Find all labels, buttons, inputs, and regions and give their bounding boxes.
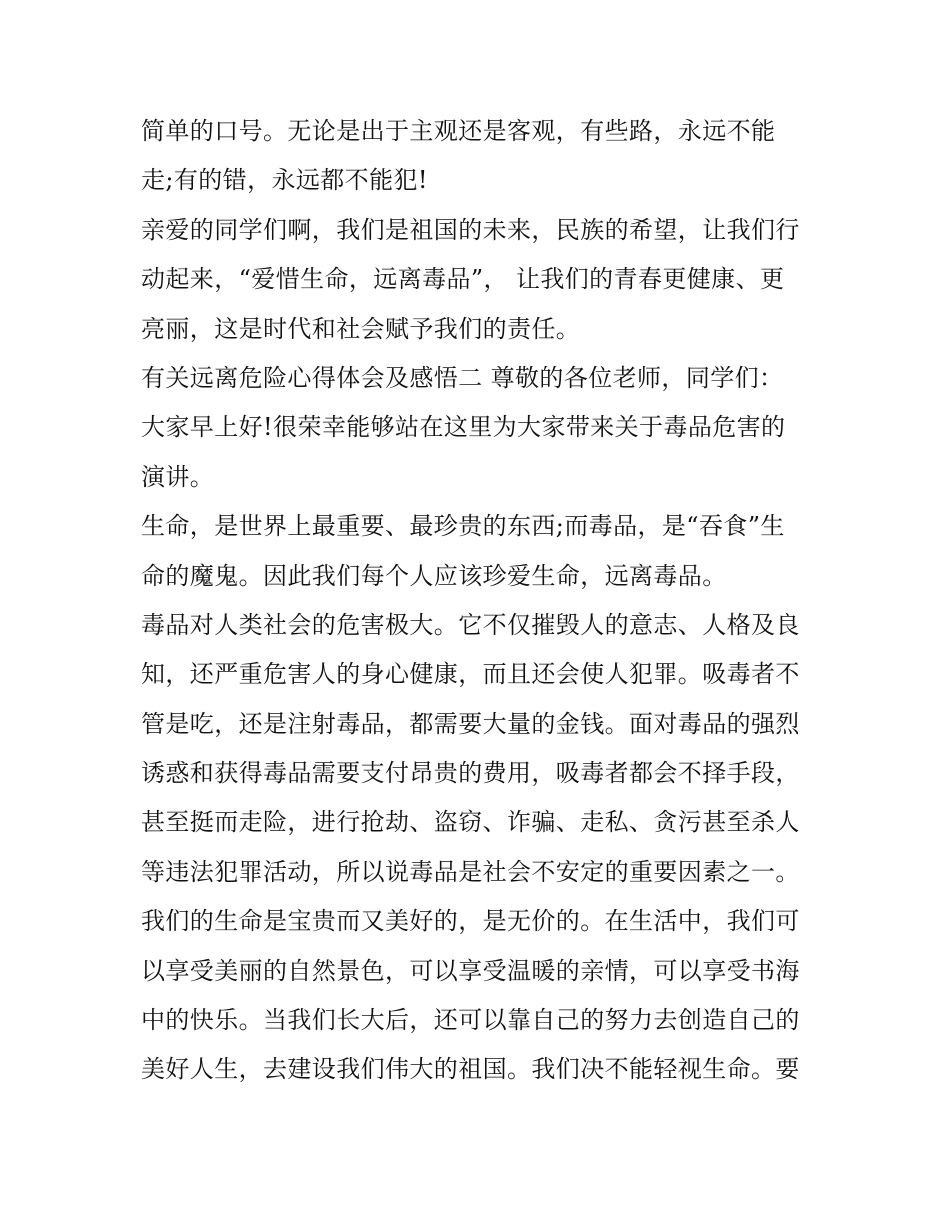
text-line: 亲爱的同学们啊，我们是祖国的未来，民族的希望，让我们行: [141, 215, 800, 244]
text-line: 毒品对人类社会的危害极大。它不仅摧毁人的意志、人格及良: [141, 610, 800, 639]
text-line: 诱惑和获得毒品需要支付昂贵的费用，吸毒者都会不择手段，: [141, 759, 800, 788]
text-line: 动起来，“爱惜生命，远离毒品”， 让我们的青春更健康、更: [141, 265, 785, 294]
text-line: 甚至挺而走险，进行抢劫、盗窃、诈骗、走私、贪污甚至杀人: [141, 808, 800, 837]
document-body: [141, 107, 821, 1095]
text-line: 等违法犯罪活动，所以说毒品是社会不安定的重要因素之一。: [141, 857, 800, 886]
text-line: 知，还严重危害人的身心健康，而且还会使人犯罪。吸毒者不: [141, 660, 800, 689]
text-line: 中的快乐。当我们长大后，还可以靠自己的努力去创造自己的: [141, 1006, 800, 1035]
text-line: 我们的生命是宝贵而又美好的，是无价的。在生活中，我们可: [141, 907, 800, 936]
text-line: 命的魔鬼。因此我们每个人应该珍爱生命，远离毒品。: [141, 561, 727, 590]
text-line: 走;有的错，永远都不能犯!: [141, 166, 428, 195]
text-line: 简单的口号。无论是出于主观还是客观，有些路，永远不能: [141, 117, 776, 145]
text-line: 有关远离危险心得体会及感悟二 尊敬的各位老师，同学们：: [141, 363, 784, 392]
text-line: 以享受美丽的自然景色，可以享受温暖的亲情，可以享受书海: [141, 956, 800, 985]
text-line: 生命，是世界上最重要、最珍贵的东西;而毒品，是“吞食”生: [141, 512, 785, 541]
text-line: 大家早上好!很荣幸能够站在这里为大家带来关于毒品危害的: [141, 413, 786, 442]
text-line: 演讲。: [141, 462, 215, 491]
text-line: 亮丽，这是时代和社会赋予我们的责任。: [141, 314, 581, 343]
text-line: 美好人生，去建设我们伟大的祖国。我们决不能轻视生命。要: [141, 1055, 800, 1084]
text-line: 管是吃，还是注射毒品，都需要大量的金钱。面对毒品的强烈: [141, 709, 800, 738]
